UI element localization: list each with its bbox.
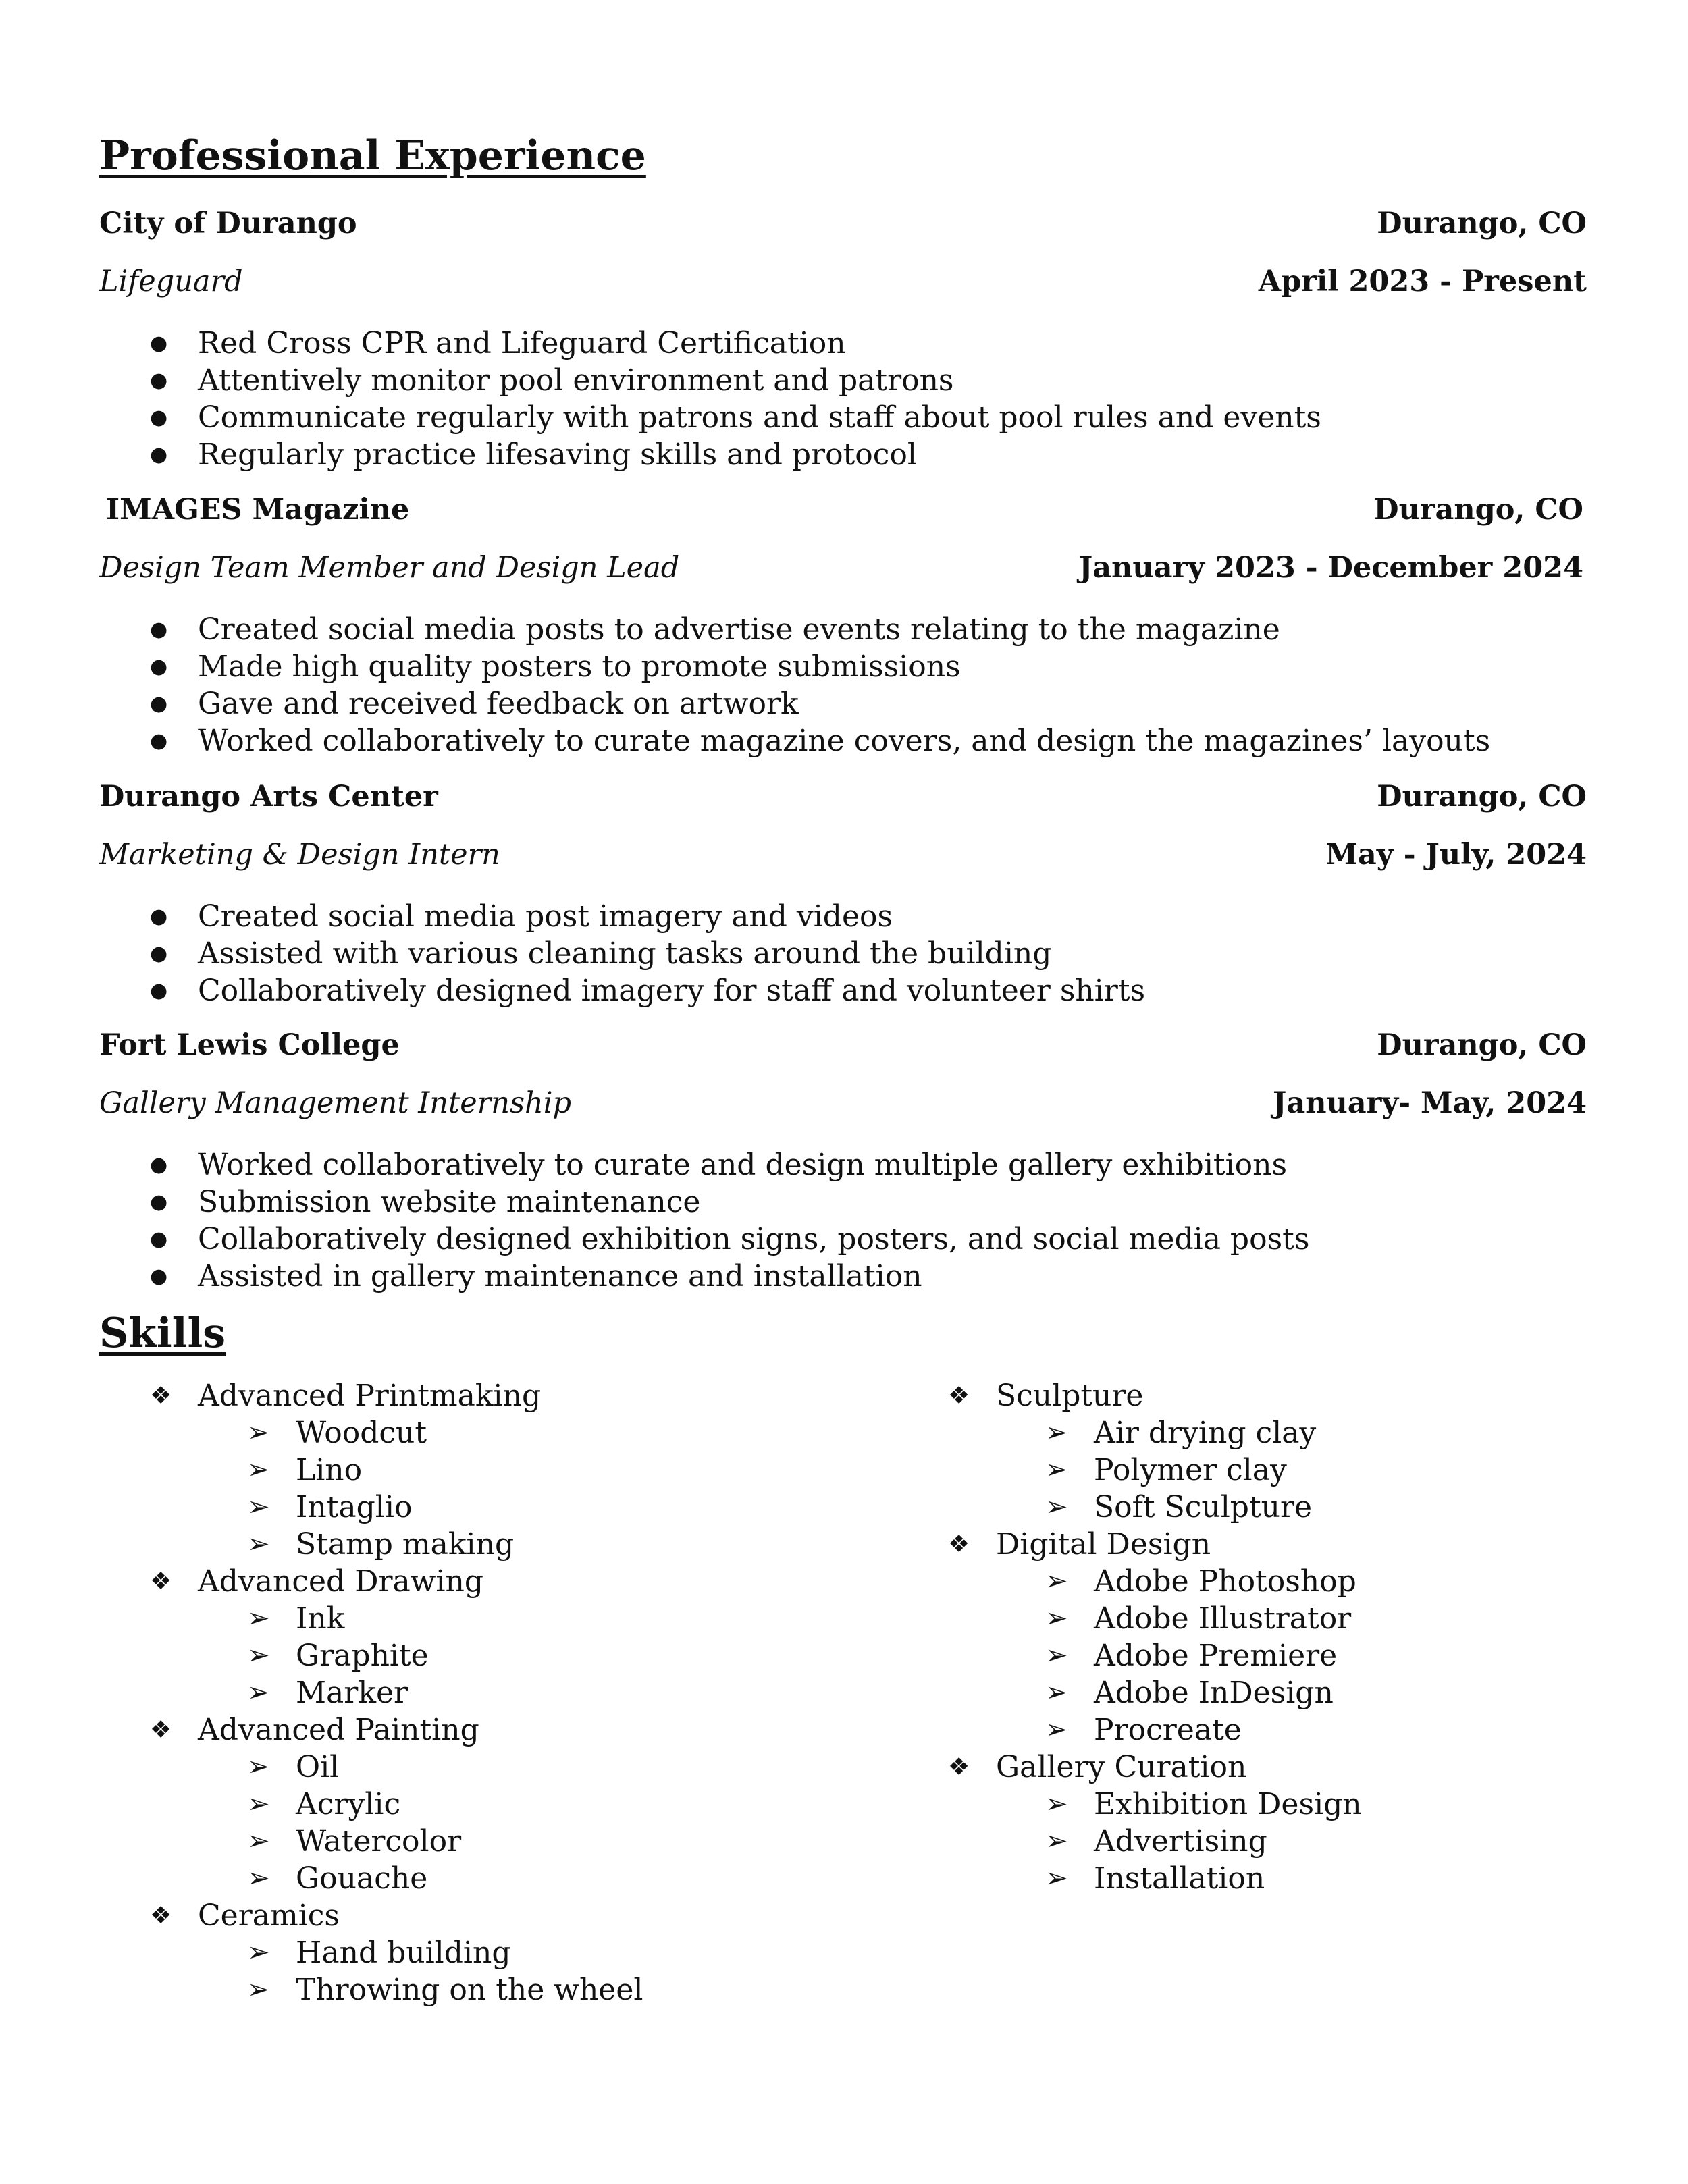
skill-item: ➢ Air drying clay (1045, 1416, 1317, 1450)
job-role: Gallery Management Internship (99, 1086, 571, 1120)
job-dates: April 2023 - Present (1258, 265, 1587, 298)
bullet-icon: ● (150, 729, 168, 753)
skill-item: ➢ Watercolor (247, 1824, 462, 1859)
skill-item: ➢ Throwing on the wheel (247, 1973, 643, 2007)
job-role: Lifeguard (99, 265, 243, 298)
job-dates: January 2023 - December 2024 (1078, 551, 1583, 585)
diamond-bullet-icon: ❖ (948, 1382, 970, 1410)
bullet-icon: ● (150, 655, 168, 678)
job-location: Durango, CO (1377, 207, 1587, 240)
skill-item: ➢ Adobe Illustrator (1045, 1601, 1352, 1636)
arrow-bullet-icon: ➢ (1045, 1863, 1068, 1894)
skill-category: ❖ Advanced Painting (150, 1713, 479, 1747)
skill-item: ➢ Ink (247, 1601, 345, 1636)
arrow-bullet-icon: ➢ (1045, 1417, 1068, 1448)
bullet-icon: ● (150, 1153, 168, 1177)
job-organization: City of Durango (99, 207, 357, 240)
arrow-bullet-icon: ➢ (1045, 1677, 1068, 1708)
bullet-icon: ● (150, 1190, 168, 1214)
job-organization: IMAGES Magazine (106, 493, 410, 527)
arrow-bullet-icon: ➢ (247, 1491, 270, 1522)
arrow-bullet-icon: ➢ (1045, 1566, 1068, 1597)
bullet-icon: ● (150, 369, 168, 392)
skill-item: ➢ Exhibition Design (1045, 1787, 1362, 1821)
skill-item: ➢ Oil (247, 1750, 340, 1784)
skill-category: ❖ Sculpture (948, 1379, 1144, 1413)
skill-item: ➢ Stamp making (247, 1527, 515, 1562)
skill-item: ➢ Adobe Photoshop (1045, 1564, 1356, 1599)
bullet-icon: ● (150, 942, 168, 965)
arrow-bullet-icon: ➢ (247, 1937, 270, 1968)
arrow-bullet-icon: ➢ (247, 1603, 270, 1634)
diamond-bullet-icon: ❖ (948, 1530, 970, 1558)
bullet-icon: ● (150, 443, 168, 467)
arrow-bullet-icon: ➢ (247, 1677, 270, 1708)
job-role: Marketing & Design Intern (99, 838, 500, 872)
experience-heading: Professional Experience (99, 132, 646, 180)
diamond-bullet-icon: ❖ (150, 1716, 172, 1744)
arrow-bullet-icon: ➢ (1045, 1603, 1068, 1634)
job-location: Durango, CO (1377, 1028, 1587, 1062)
arrow-bullet-icon: ➢ (247, 1863, 270, 1894)
diamond-bullet-icon: ❖ (150, 1902, 172, 1929)
skill-item: ➢ Hand building (247, 1936, 511, 1970)
skill-item: ➢ Acrylic (247, 1787, 401, 1821)
skill-category: ❖ Ceramics (150, 1898, 340, 1933)
skill-item: ➢ Gouache (247, 1861, 428, 1896)
bullet-icon: ● (150, 979, 168, 1003)
bullet-icon: ● (150, 905, 168, 928)
job-location: Durango, CO (1373, 493, 1583, 527)
bullet-icon: ● (150, 618, 168, 641)
skill-item: ➢ Installation (1045, 1861, 1265, 1896)
skills-column-right (948, 1377, 1688, 1897)
arrow-bullet-icon: ➢ (247, 1417, 270, 1448)
skill-category: ❖ Digital Design (948, 1527, 1211, 1562)
bullet-icon: ● (150, 331, 168, 355)
skills-heading: Skills (99, 1310, 226, 1357)
bullet-icon: ● (150, 1227, 168, 1251)
arrow-bullet-icon: ➢ (1045, 1714, 1068, 1745)
job-dates: May - July, 2024 (1325, 838, 1587, 872)
skill-item: ➢ Adobe Premiere (1045, 1639, 1338, 1673)
arrow-bullet-icon: ➢ (1045, 1491, 1068, 1522)
skill-item: ➢ Marker (247, 1676, 408, 1710)
job-dates: January- May, 2024 (1272, 1086, 1587, 1120)
arrow-bullet-icon: ➢ (1045, 1454, 1068, 1485)
skill-item: ➢ Lino (247, 1453, 363, 1487)
skill-item: ➢ Soft Sculpture (1045, 1490, 1313, 1524)
bullet-icon: ● (150, 692, 168, 716)
arrow-bullet-icon: ➢ (1045, 1640, 1068, 1671)
skill-item: ➢ Graphite (247, 1639, 429, 1673)
arrow-bullet-icon: ➢ (247, 1788, 270, 1819)
diamond-bullet-icon: ❖ (150, 1382, 172, 1410)
skill-item: ➢ Woodcut (247, 1416, 427, 1450)
arrow-bullet-icon: ➢ (247, 1826, 270, 1857)
job-role: Design Team Member and Design Lead (99, 551, 680, 585)
job-organization: Durango Arts Center (99, 780, 438, 814)
skills-column-left (150, 1377, 893, 2008)
arrow-bullet-icon: ➢ (1045, 1826, 1068, 1857)
arrow-bullet-icon: ➢ (1045, 1788, 1068, 1819)
skill-category: ❖ Gallery Curation (948, 1750, 1247, 1784)
job-location: Durango, CO (1377, 780, 1587, 814)
skill-category: ❖ Advanced Drawing (150, 1564, 483, 1599)
skill-item: ➢ Advertising (1045, 1824, 1267, 1859)
resume-page: Professional Experience City of Durango Durango, CO Lifeguard April 2023 - Present ● Red Cross CPR and Lifeguard Certification ● Attentively monitor pool environment and patrons ● Communicate regularly with patrons and staff about pool rules and events ● Regularly practice lifesaving skills and protocol IMAGES Magazine Durango, CO Design Team Member and Design Lead January 2023 - December 2024 ● Created social media posts to advertise events relating to the magazine ● Made high quality posters to promote submissions ● Gave and received feedback on artwork ● Worked collaboratively to curate magazine covers, and design the magazines’ layouts Durango Arts Center Durango, CO Marketing & Design Intern May - July, 2024 ● Created social media post imagery and videos ● Assisted with various cleaning tasks around the building ● Collaboratively designed imagery for staff and volunteer shirts Fort Lewis College Durango, CO Gallery Management Internship January- May, 2024 ● Worked collaboratively to curate and design multiple gallery exhibitions ● Submission website maintenance ● Collaboratively designed exhibition signs, posters, and social media posts ● Assisted in gallery maintenance and installation Skills ❖ Advanced Printmaking ➢ Woodcut ➢ Lino ➢ Intaglio ➢ Stamp making ❖ Advanced Drawing ➢ Ink ➢ Graphite ➢ Marker ❖ Advanced Painting ➢ Oil ➢ Acrylic ➢ Watercolor ➢ Gouache ❖ Ceramics ➢ Hand building ➢ Throwing on the wheel ❖ Sculpture ➢ Air drying clay ➢ Polymer clay ➢ Soft Sculpture ❖ Digital Design ➢ Adobe Photoshop ➢ Adobe Illustrator ➢ Adobe Premiere ➢ Adobe InDesign ➢ Procreate ❖ Gallery Curation ➢ Exhibition Design ➢ Advertising ➢ Installation (0, 0, 1688, 2184)
skill-category: ❖ Advanced Printmaking (150, 1379, 542, 1413)
diamond-bullet-icon: ❖ (948, 1753, 970, 1781)
diamond-bullet-icon: ❖ (150, 1568, 172, 1595)
job-organization: Fort Lewis College (99, 1028, 400, 1062)
bullet-icon: ● (150, 406, 168, 429)
skill-item: ➢ Polymer clay (1045, 1453, 1287, 1487)
arrow-bullet-icon: ➢ (247, 1640, 270, 1671)
bullet-icon: ● (150, 1264, 168, 1288)
arrow-bullet-icon: ➢ (247, 1751, 270, 1782)
arrow-bullet-icon: ➢ (247, 1528, 270, 1560)
skill-item: ➢ Procreate (1045, 1713, 1242, 1747)
arrow-bullet-icon: ➢ (247, 1974, 270, 2005)
skill-item: ➢ Intaglio (247, 1490, 413, 1524)
arrow-bullet-icon: ➢ (247, 1454, 270, 1485)
skill-item: ➢ Adobe InDesign (1045, 1676, 1334, 1710)
